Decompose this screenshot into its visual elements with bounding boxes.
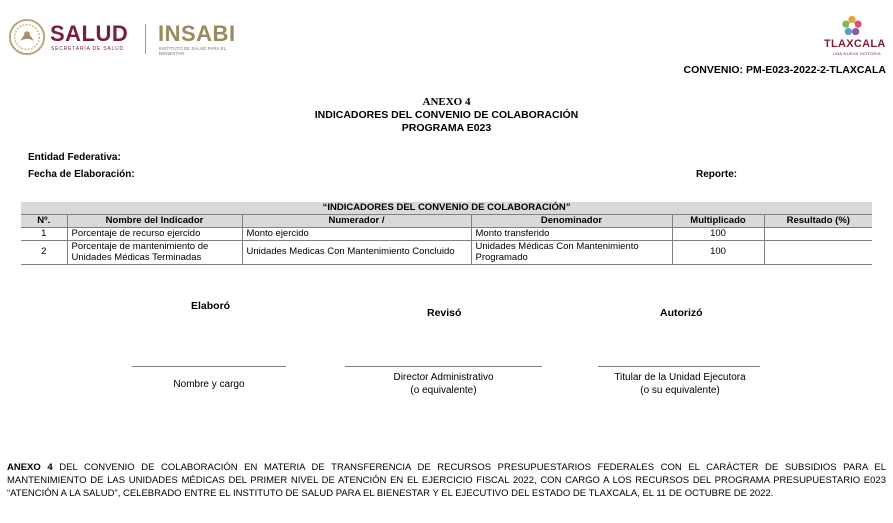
reviso-signature-line [345,366,542,367]
cell-resultado [764,240,872,264]
table-caption: “INDICADORES DEL CONVENIO DE COLABORACIÓN” [21,202,872,215]
elaboro-signature-line [132,366,286,367]
table-row [21,240,872,264]
cell-nombre: Porcentaje de mantenimiento de Unidades Médicas Terminadas [67,240,242,264]
fecha-label: Fecha de Elaboración: [28,169,135,180]
cell-multiplicado: 100 [672,228,764,241]
insabi-logo: INSABI [158,21,236,46]
header-denominador: Denominador [471,215,672,228]
cell-resultado [764,228,872,241]
autorizo-caption-line1: Titular de la Unidad Ejecutora [614,372,746,383]
logo-divider [145,24,146,54]
cell-numerador: Unidades Medicas Con Mantenimiento Concluido [242,240,471,264]
indicadores-title: INDICADORES DEL CONVENIO DE COLABORACIÓN [314,109,579,121]
table-row [21,228,872,241]
tlaxcala-flower-icon [841,15,863,37]
cell-numero: 1 [21,228,67,241]
reporte-label: Reporte: [696,169,738,180]
convenio-id: CONVENIO: PM-E023-2022-2-TLAXCALA [683,64,886,76]
tlaxcala-logo: TLAXCALA [824,38,886,50]
elaboro-caption: Nombre y cargo [173,379,245,390]
header-multiplicado: Multiplicado [672,215,764,228]
programa-title: PROGRAMA E023 [401,122,492,134]
header-numerador: Numerador / [242,215,471,228]
cell-denominador: Unidades Médicas Con Mantenimiento Programado [471,240,672,264]
cell-denominador: Monto transferido [471,228,672,241]
anexo-title: ANEXO 4 [422,96,471,108]
salud-logo: SALUD [50,21,129,46]
footer-text: DEL CONVENIO DE COLABORACIÓN EN MATERIA DE TRANSFERENCIA DE RECURSOS PRESUPUESTARIOS FEDERALES CON EL CARÁCTER DE SUBSIDIOS PARA EL MANTENIMIENTO DE LAS UNIDADES MÉDICAS DEL PRIMER NIVEL DE ATENCIÓN EN EL EJERCICIO FISCAL 2022, CON CARGO A LOS RECURSOS DEL PROGRAMA PRESUPUESTARIO E023 “ATENCIÓN A LA SALUD”, CELEBRADO ENTRE EL INSTITUTO DE SALUD PARA EL BIENESTAR Y EL EJECUTIVO DEL ESTADO DE TLAXCALA, EL 11 DE OCTUBRE DE 2022. [7,462,886,499]
tlaxcala-subtitle: UNA NUEVA HISTORIA [833,51,881,56]
reviso-caption-line1: Director Administrativo [393,372,494,383]
footer-bold-lead: ANEXO 4 [7,462,53,473]
elaboro-heading: Elaboró [191,300,231,312]
reviso-heading: Revisó [427,307,462,319]
insabi-subtitle: INSTITUTO DE SALUD PARA EL BIENESTAR [159,46,226,56]
entidad-label: Entidad Federativa: [28,152,121,163]
autorizo-caption-line2: (o su equivalente) [640,385,720,396]
mexico-coat-of-arms-logo [8,18,46,56]
autorizo-heading: Autorizó [660,307,703,319]
cell-multiplicado: 100 [672,240,764,264]
header-nombre: Nombre del Indicador [67,215,242,228]
footer-note [7,461,886,500]
header-resultado: Resultado (%) [764,215,872,228]
header-numero: Nº. [21,215,67,228]
reviso-caption-line2: (o equivalente) [410,385,477,396]
cell-nombre: Porcentaje de recurso ejercido [67,228,242,241]
salud-subtitle: SECRETARÍA DE SALUD [51,46,124,52]
table-header-row [21,215,872,228]
cell-numero: 2 [21,240,67,264]
indicators-table [21,202,872,265]
cell-numerador: Monto ejercido [242,228,471,241]
autorizo-signature-line [598,366,760,367]
